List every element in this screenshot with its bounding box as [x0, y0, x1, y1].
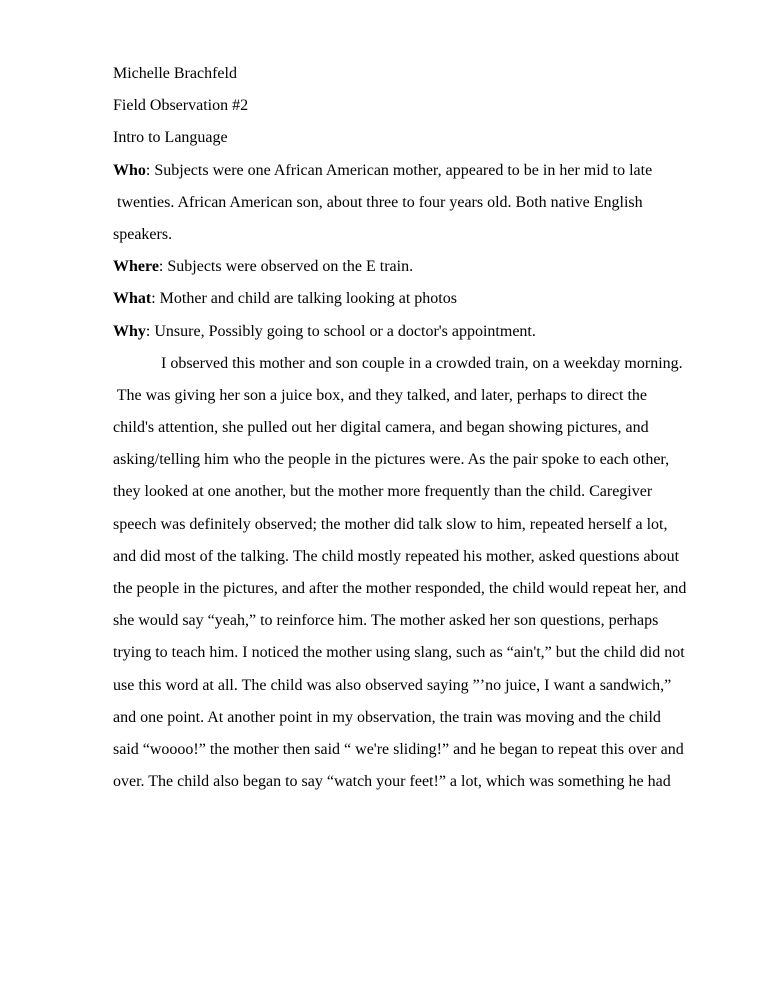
who-line-3: speakers. [113, 225, 173, 243]
paragraph-line: trying to teach him. I noticed the mother using slang, such as “ain't,” but the child did not [113, 644, 685, 662]
what-text: : Mother and child are talking looking at photos [151, 290, 457, 308]
author-name: Michelle Brachfeld [113, 65, 237, 82]
where-label: Where [113, 258, 159, 276]
why-label: Why [113, 322, 146, 340]
paragraph-line: child's attention, she pulled out her digital camera, and began showing pictures, and [113, 419, 649, 437]
why-text: : Unsure, Possibly going to school or a doctor's appointment. [145, 322, 536, 340]
paragraph-line: and one point. At another point in my observation, the train was moving and the child [113, 708, 661, 726]
why-line [113, 316, 673, 348]
who-line-2: twenties. African American son, about three to four years old. Both native English [113, 193, 643, 211]
paragraph-line: speech was definitely observed; the mother did talk slow to him, repeated herself a lot, [113, 515, 668, 533]
paragraph-line: she would say “yeah,” to reinforce him. The mother asked her son questions, perhaps [113, 612, 659, 630]
what-label: What [113, 290, 152, 308]
paragraph-line: they looked at one another, but the mother more frequently than the child. Caregiver [113, 483, 653, 501]
where-text: : Subjects were observed on the E train. [158, 258, 414, 276]
paragraph-line: asking/telling him who the people in the pictures were. As the pair spoke to each other, [113, 451, 670, 469]
who-text: : Subjects were one African American mother, appeared to be in her mid to late [145, 161, 653, 179]
paragraph-line: said “woooo!” the mother then said “ we're sliding!” and he began to repeat this over and [113, 740, 684, 758]
paragraph-line: over. The child also began to say “watch your feet!” a lot, which was something he had [113, 773, 671, 791]
document-body [113, 58, 687, 798]
paragraph-line: and did most of the talking. The child mostly repeated his mother, asked questions about [113, 547, 680, 565]
paragraph-line: use this word at all. The child was also observed saying ”’no juice, I want a sandwich,” [113, 676, 672, 694]
paragraph-line: The was giving her son a juice box, and they talked, and later, perhaps to direct the [113, 386, 648, 404]
who-label: Who [113, 161, 146, 179]
what-line [113, 283, 673, 315]
assignment-title: Field Observation #2 [113, 97, 249, 115]
who-line-1 [113, 155, 673, 187]
paragraph-line: the people in the pictures, and after the mother responded, the child would repeat her, and [113, 580, 687, 597]
paragraph-line: I observed this mother and son couple in a crowded train, on a weekday morning. [161, 354, 683, 372]
where-line [113, 251, 673, 283]
course-name: Intro to Language [113, 129, 228, 147]
